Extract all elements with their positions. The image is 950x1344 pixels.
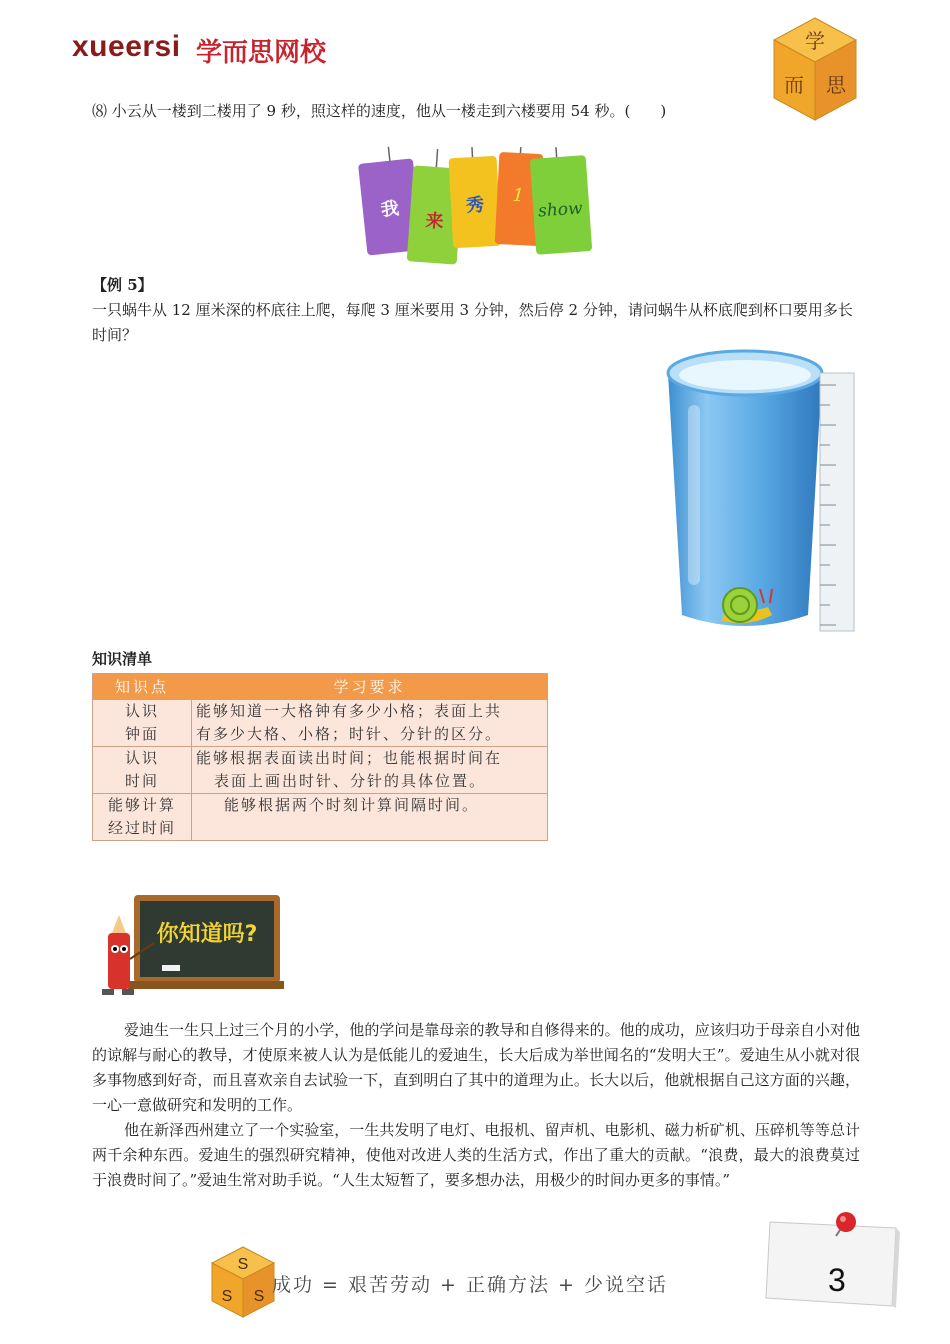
ruler [820, 373, 854, 631]
point-line-2: 经过时间 [107, 819, 176, 837]
blackboard-text: 你知道吗? [156, 922, 258, 947]
requirement-cell [192, 700, 548, 747]
point-line-2: 钟面 [124, 725, 159, 743]
cube-letter-right: S [253, 1288, 265, 1305]
footer-motto: 成功 = 艰苦劳动 + 正确方法 + 少说空话 [272, 1274, 668, 1296]
knowledge-point-cell [93, 700, 192, 747]
cube-letter-top: S [237, 1256, 249, 1273]
table-header-row [93, 674, 548, 700]
requirement-cell [192, 747, 548, 794]
xueersi-cube-logo [770, 14, 860, 124]
logo-latin-text: xueersi [72, 30, 181, 63]
tag-text-3: 秀 [465, 194, 485, 217]
requirement-line-2: 有多少大格、小格；时针、分针的区分。 [196, 725, 503, 743]
cube-char-left: 而 [784, 73, 804, 97]
tag-text-1: 我 [379, 198, 400, 221]
column-header-requirement: 学习要求 [192, 674, 548, 700]
edison-paragraph-1: 爱迪生一生只上过三个月的小学，他的学问是靠母亲的教导和自修得来的。他的成功，应该归功于母亲自小对他的谅解与耐心的教导，才使原来被人认为是低能儿的爱迪生，长大后成为举世闻名的“发明大王”。爱迪生从小就对很多事物感到好奇，而且喜欢亲自去试验一下，直到明白了其中的道理为止。长大以后，他就根据自己这方面的兴趣，一心一意做研究和发明的工作。 [92, 1021, 860, 1114]
knowledge-list-title: 知识清单 [92, 650, 153, 668]
tag-text-4: 1 [511, 184, 525, 207]
logo-chinese-text: 学而思网校 [196, 38, 327, 68]
point-line-1: 能够计算 [107, 796, 176, 814]
cube-char-right: 思 [826, 73, 846, 97]
show-tags-illustration [355, 145, 595, 270]
example-5-title: 【例 5】 [92, 276, 153, 294]
table-row [93, 794, 548, 841]
requirement-cell [192, 794, 548, 841]
example-5-text: 一只蜗牛从 12 厘米深的杯底往上爬，每爬 3 厘米要用 3 分钟，然后停 2 分钟，请问蜗牛从杯底爬到杯口要用多长时间？ [92, 301, 853, 344]
column-header-point: 知识点 [93, 674, 192, 700]
table-row [93, 700, 548, 747]
table-row [93, 747, 548, 794]
cube-char-top: 学 [805, 29, 825, 53]
requirement-line-1: 能够根据两个时刻计算间隔时间。 [224, 796, 480, 814]
tag-text-5: show [537, 198, 584, 222]
requirement-line-2: 表面上画出时针、分针的具体位置。 [214, 772, 487, 790]
footer-sss-cube-icon [210, 1245, 276, 1319]
cup-snail-ruler-illustration [660, 345, 860, 637]
tag-text-2: 来 [424, 210, 445, 233]
knowledge-point-cell [93, 747, 192, 794]
did-you-know-blackboard [92, 893, 288, 1001]
requirement-line-1: 能够根据表面读出时间；也能根据时间在 [196, 749, 503, 767]
point-line-1: 认识 [124, 749, 159, 767]
knowledge-table [92, 673, 548, 841]
question-8: ⑻ 小云从一楼到二楼用了 9 秒，照这样的速度，他从一楼走到六楼要用 54 秒。( ) [92, 102, 667, 120]
point-line-1: 认识 [124, 702, 159, 720]
edison-paragraph-2: 他在新泽西州建立了一个实验室，一生共发明了电灯、电报机、留声机、电影机、磁力析矿机、压碎机等等总计两千余种东西。爱迪生的强烈研究精神，使他对改进人类的生活方式，作出了重大的贡献。“浪费，最大的浪费莫过于浪费时间了。”爱迪生常对助手说。“人生太短暂了，要多想办法，用极少的时间办更多的事情。” [92, 1121, 860, 1189]
cube-letter-left: S [221, 1288, 233, 1305]
knowledge-point-cell [93, 794, 192, 841]
point-line-2: 时间 [124, 772, 159, 790]
requirement-line-1: 能够知道一大格钟有多少小格；表面上共 [196, 702, 503, 720]
page-number: 3 [828, 1262, 846, 1298]
